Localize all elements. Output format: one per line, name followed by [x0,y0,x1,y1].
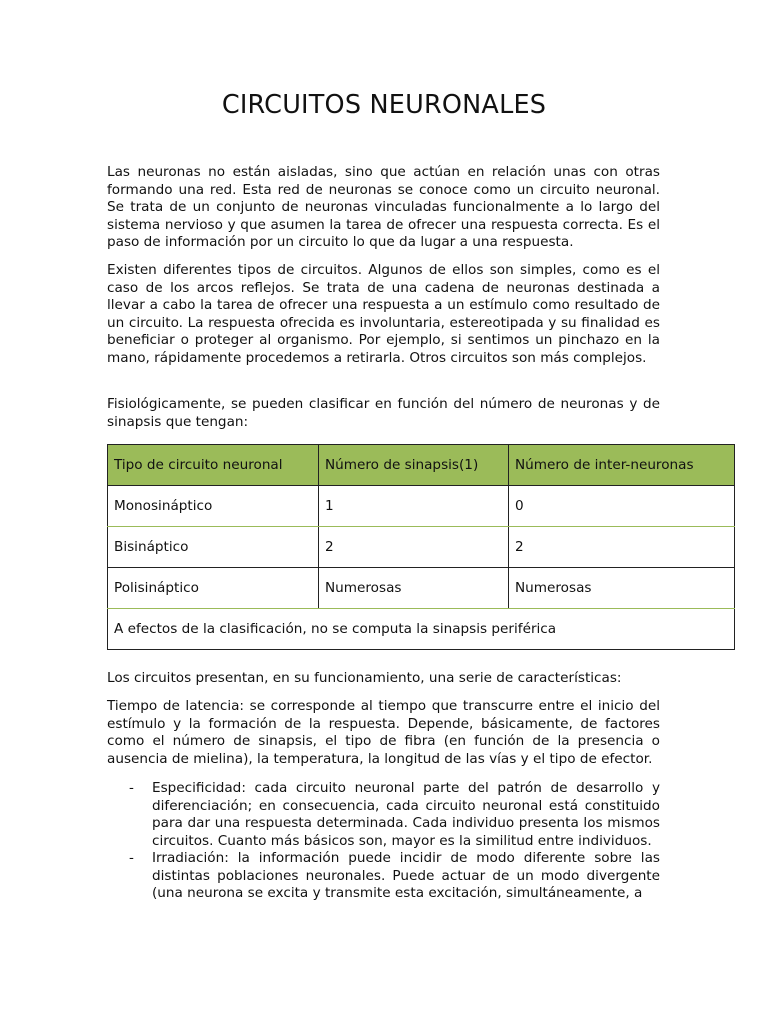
paragraph-intro: Las neuronas no están aisladas, sino que actúan en relación unas con otras formando una red. Esta red de neuronas se conoce como un circuito neuronal. Se trata de un conjunto de neuronas vinculadas funcionalmente a lo largo del sistema nervioso y que asumen la tarea de ofrecer una respuesta correcta. Es el paso de información por un circuito lo que da lugar a una respuesta. [107,164,660,250]
paragraph-classification: Fisiológicamente, se pueden clasificar en función del número de neuronas y de sinapsis que tengan: [107,396,660,430]
circuit-types-table [107,444,735,650]
table-header-cell: Tipo de circuito neuronal [108,445,319,486]
table-cell: Numerosas [319,568,509,609]
table-header-cell: Número de sinapsis(1) [319,445,509,486]
characteristics-list [107,780,660,903]
list-item [107,850,660,903]
table-cell: 0 [509,486,735,527]
table-header-cell: Número de inter-neuronas [509,445,735,486]
list-item-text: Irradiación: la información puede incidir de modo diferente sobre las distintas poblaciones neuronales. Puede actuar de un modo divergente (una neurona se excita y transmite esta excitación, simultáneamente, a [152,850,660,901]
list-bullet: - [129,780,134,796]
table-cell: 2 [509,527,735,568]
page-title: CIRCUITOS NEURONALES [221,90,547,120]
table-header-row [108,445,735,486]
table-note-row [108,609,735,650]
table-note: A efectos de la clasificación, no se computa la sinapsis periférica [108,609,735,650]
table-cell: Polisináptico [108,568,319,609]
table-cell: 2 [319,527,509,568]
table-row [108,568,735,609]
table-cell: Monosináptico [108,486,319,527]
table-row [108,527,735,568]
list-item-text: Especificidad: cada circuito neuronal parte del patrón de desarrollo y diferenciación; en consecuencia, cada circuito neuronal está constituido para dar una respuesta determinada. Cada individuo presenta los mismos circuitos. Cuanto más básicos son, mayor es la similitud entre individuos. [152,780,660,849]
table-row [108,486,735,527]
table-cell: 1 [319,486,509,527]
table-cell: Bisináptico [108,527,319,568]
table-cell: Numerosas [509,568,735,609]
paragraph-characteristics: Los circuitos presentan, en su funcionamiento, una serie de características: [107,670,622,686]
paragraph-types: Existen diferentes tipos de circuitos. Algunos de ellos son simples, como es el caso de los arcos reflejos. Se trata de una cadena de neuronas destinada a llevar a cabo la tarea de ofrecer una respuesta a un estímulo como resultado de un circuito. La respuesta ofrecida es involuntaria, estereotipada y su finalidad es beneficiar o proteger al organismo. Por ejemplo, si sentimos un pinchazo en la mano, rápidamente procedemos a retirarla. Otros circuitos son más complejos. [107,262,660,366]
paragraph-latency: Tiempo de latencia: se corresponde al tiempo que transcurre entre el inicio del estímulo y la formación de la respuesta. Depende, básicamente, de factores como el número de sinapsis, el tipo de fibra (en función de la presencia o ausencia de mielina), la temperatura, la longitud de las vías y el tipo de efector. [107,698,660,767]
list-bullet: - [129,850,134,866]
list-item [107,780,660,850]
